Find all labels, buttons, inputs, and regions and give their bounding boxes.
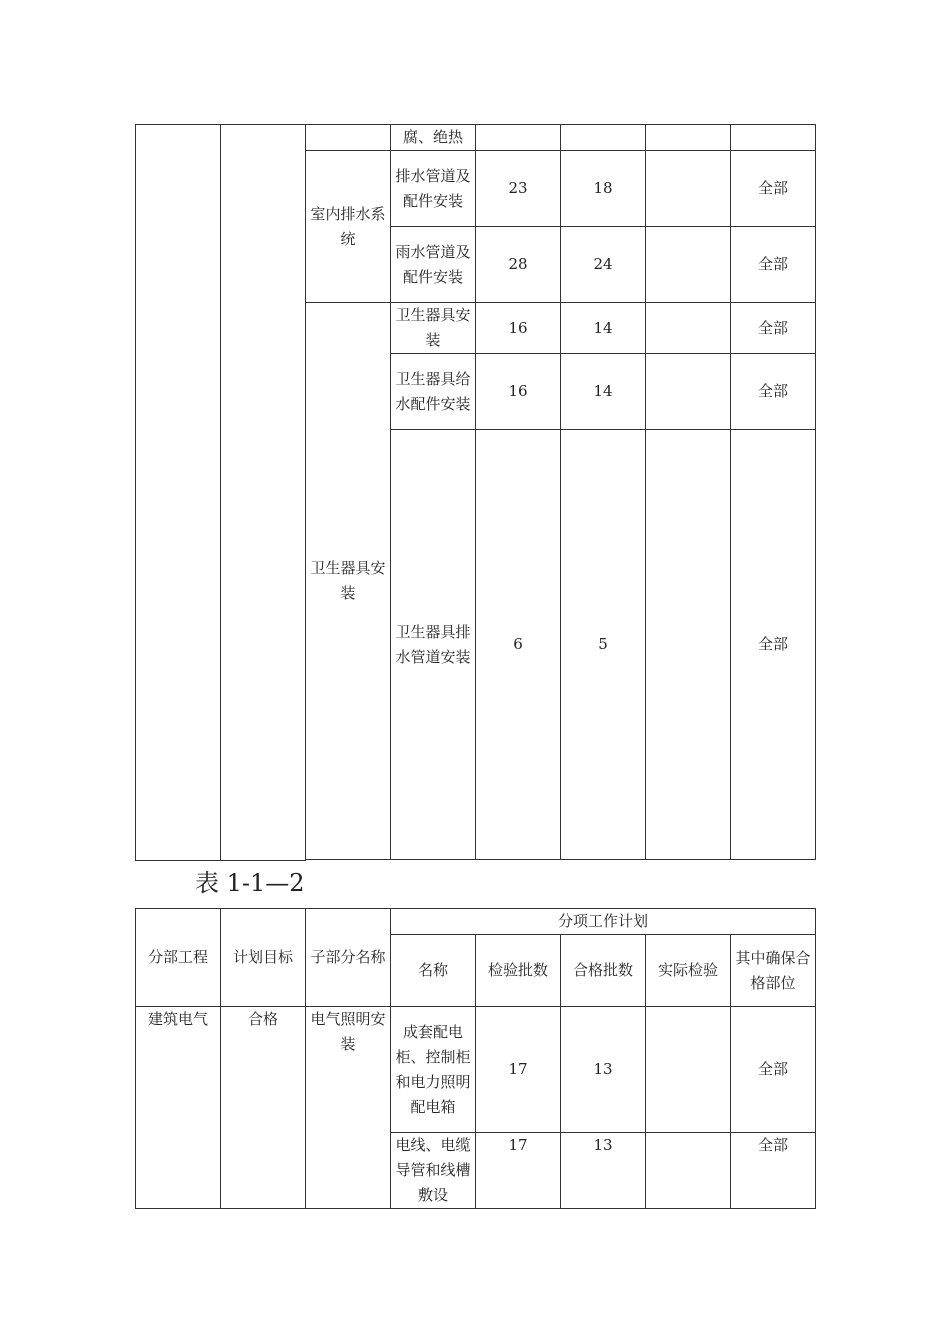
subdivision-cell: 电气照明安装 xyxy=(306,1007,391,1209)
table-row xyxy=(136,1007,816,1133)
table-continued xyxy=(135,124,816,861)
target-cell: 合格 xyxy=(221,1007,306,1209)
inspect-prev xyxy=(476,125,561,151)
inspect-count: 17 xyxy=(476,1133,561,1209)
subdivision-cell-prev xyxy=(306,125,391,151)
item-name: 排水管道及配件安装 xyxy=(391,151,476,227)
pass-count: 18 xyxy=(561,151,646,227)
item-name-prev: 腐、绝热 xyxy=(391,125,476,151)
pass-count: 5 xyxy=(561,430,646,860)
target-cell-cont xyxy=(221,125,306,861)
division-cell: 建筑电气 xyxy=(136,1007,221,1209)
item-name: 雨水管道及配件安装 xyxy=(391,227,476,303)
inspect-count: 17 xyxy=(476,1007,561,1133)
header-plan: 分项工作计划 xyxy=(391,909,816,935)
inspect-count: 23 xyxy=(476,151,561,227)
ensure-part: 全部 xyxy=(731,227,816,303)
actual-inspect xyxy=(646,1007,731,1133)
subdivision-drain: 室内排水系统 xyxy=(306,151,391,303)
inspect-count: 16 xyxy=(476,354,561,430)
header-subdivision: 子部分名称 xyxy=(306,909,391,1007)
table-electrical xyxy=(135,908,816,1209)
actual-inspect xyxy=(646,1133,731,1209)
actual-prev xyxy=(646,125,731,151)
subdivision-sanitary: 卫生器具安装 xyxy=(306,303,391,860)
pass-count: 24 xyxy=(561,227,646,303)
item-name: 电线、电缆导管和线槽敷设 xyxy=(391,1133,476,1209)
inspect-count: 6 xyxy=(476,430,561,860)
pass-count: 13 xyxy=(561,1007,646,1133)
pass-count: 14 xyxy=(561,303,646,354)
header-division: 分部工程 xyxy=(136,909,221,1007)
item-name: 卫生器具安装 xyxy=(391,303,476,354)
ensure-part: 全部 xyxy=(731,1133,816,1209)
pass-count: 14 xyxy=(561,354,646,430)
ensure-part: 全部 xyxy=(731,354,816,430)
actual-inspect xyxy=(646,227,731,303)
item-name: 卫生器具排水管道安装 xyxy=(391,430,476,860)
item-name: 成套配电柜、控制柜和电力照明配电箱 xyxy=(391,1007,476,1133)
actual-inspect xyxy=(646,303,731,354)
inspect-count: 16 xyxy=(476,303,561,354)
ensure-part: 全部 xyxy=(731,151,816,227)
header-ensure: 其中确保合格部位 xyxy=(731,935,816,1007)
division-cell-cont xyxy=(136,125,221,861)
header-pass: 合格批数 xyxy=(561,935,646,1007)
ensure-part: 全部 xyxy=(731,1007,816,1133)
inspect-count: 28 xyxy=(476,227,561,303)
pass-count: 13 xyxy=(561,1133,646,1209)
header-actual: 实际检验 xyxy=(646,935,731,1007)
ensure-part: 全部 xyxy=(731,303,816,354)
pass-prev xyxy=(561,125,646,151)
actual-inspect xyxy=(646,151,731,227)
table-caption: 表 1-1—2 xyxy=(195,869,305,897)
header-inspect: 检验批数 xyxy=(476,935,561,1007)
actual-inspect xyxy=(646,354,731,430)
header-target: 计划目标 xyxy=(221,909,306,1007)
ensure-part: 全部 xyxy=(731,430,816,860)
actual-inspect xyxy=(646,430,731,860)
ensure-prev xyxy=(731,125,816,151)
header-name: 名称 xyxy=(391,935,476,1007)
item-name: 卫生器具给水配件安装 xyxy=(391,354,476,430)
